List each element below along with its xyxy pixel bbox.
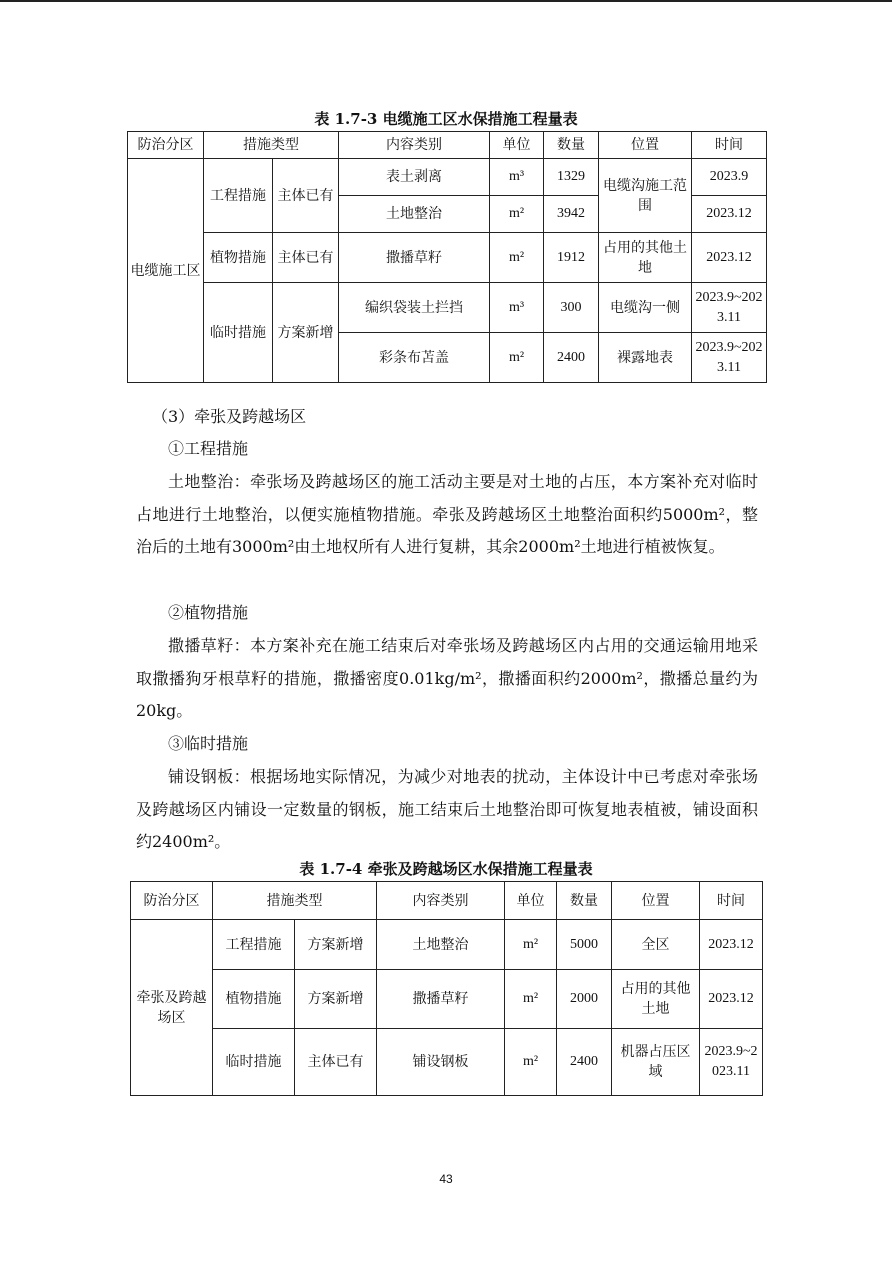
measure-type-cell: 植物措施 xyxy=(213,970,295,1029)
table-row xyxy=(131,1029,763,1096)
table-row xyxy=(131,970,763,1029)
content-cell: 土地整治 xyxy=(339,196,490,233)
time-cell: 2023.9 xyxy=(692,159,767,196)
unit-cell: m² xyxy=(505,970,557,1029)
measure-source-cell: 方案新增 xyxy=(273,283,339,383)
measure-type-cell: 工程措施 xyxy=(213,920,295,970)
paragraph-grass-seeding: 撒播草籽：本方案补充在施工结束后对牵张场及跨越场区内占用的交通运输用地采取撒播狗牙根草籽的措施，撒播密度0.01kg/m²，撒播面积约2000m²，撒播总量约为20kg。 xyxy=(136,636,758,720)
paragraph-land-rehab: 土地整治：牵张场及跨越场区的施工活动主要是对土地的占压，本方案补充对临时占地进行土地整治，以便实施植物措施。牵张及跨越场区土地整治面积约5000m²，整治后的土地有3000m²由土地权所有人进行复耕，其余2000m²土地进行植被恢复。 xyxy=(136,472,758,556)
table-row xyxy=(128,159,767,196)
subheading-temporary: ③临时措施 xyxy=(168,734,249,753)
qty-cell: 2400 xyxy=(544,333,599,383)
table-header-cell: 措施类型 xyxy=(204,132,339,159)
table-header-cell: 数量 xyxy=(557,882,612,920)
measure-source-cell: 主体已有 xyxy=(295,1029,377,1096)
table-header-cell: 单位 xyxy=(505,882,557,920)
page-top-border xyxy=(0,0,892,2)
table-header-cell: 防治分区 xyxy=(131,882,213,920)
location-cell: 全区 xyxy=(612,920,700,970)
content-cell: 编织袋装土拦挡 xyxy=(339,283,490,333)
measure-source-cell: 主体已有 xyxy=(273,159,339,233)
location-cell: 电缆沟施工范围 xyxy=(599,159,692,233)
time-cell: 2023.9~2023.11 xyxy=(692,333,767,383)
content-cell: 撒播草籽 xyxy=(377,970,505,1029)
table-row xyxy=(131,920,763,970)
time-cell: 2023.9~2023.11 xyxy=(700,1029,763,1096)
content-cell: 土地整治 xyxy=(377,920,505,970)
qty-cell: 5000 xyxy=(557,920,612,970)
table-header-cell: 位置 xyxy=(599,132,692,159)
unit-cell: m² xyxy=(490,233,544,283)
qty-cell: 2400 xyxy=(557,1029,612,1096)
time-cell: 2023.12 xyxy=(692,196,767,233)
zone-cell: 电缆施工区 xyxy=(128,159,204,383)
unit-cell: m³ xyxy=(490,159,544,196)
location-cell: 电缆沟一侧 xyxy=(599,283,692,333)
table2-header-row xyxy=(131,882,763,920)
table-row xyxy=(128,233,767,283)
table-header-cell: 防治分区 xyxy=(128,132,204,159)
measure-source-cell: 方案新增 xyxy=(295,920,377,970)
time-cell: 2023.12 xyxy=(692,233,767,283)
table2 xyxy=(130,881,763,1096)
unit-cell: m² xyxy=(505,920,557,970)
measure-type-cell: 植物措施 xyxy=(204,233,273,283)
zone-cell: 牵张及跨越场区 xyxy=(131,920,213,1096)
unit-cell: m² xyxy=(490,196,544,233)
qty-cell: 1329 xyxy=(544,159,599,196)
subheading-engineering: ①工程措施 xyxy=(168,439,249,458)
table1 xyxy=(127,131,767,383)
table-header-cell: 单位 xyxy=(490,132,544,159)
page-number: 43 xyxy=(439,1172,453,1186)
measure-source-cell: 主体已有 xyxy=(273,233,339,283)
table-header-cell: 内容类别 xyxy=(339,132,490,159)
table-header-cell: 时间 xyxy=(700,882,763,920)
qty-cell: 3942 xyxy=(544,196,599,233)
measure-type-cell: 临时措施 xyxy=(204,283,273,383)
content-cell: 彩条布苫盖 xyxy=(339,333,490,383)
table-header-cell: 措施类型 xyxy=(213,882,377,920)
location-cell: 机器占压区域 xyxy=(612,1029,700,1096)
section-heading: （3）牵张及跨越场区 xyxy=(152,407,307,426)
location-cell: 裸露地表 xyxy=(599,333,692,383)
table-row xyxy=(128,283,767,333)
location-cell: 占用的其他土地 xyxy=(612,970,700,1029)
unit-cell: m³ xyxy=(490,283,544,333)
content-cell: 表土剥离 xyxy=(339,159,490,196)
subheading-planting: ②植物措施 xyxy=(168,603,249,622)
table1-caption: 表 1.7-3 电缆施工区水保措施工程量表 xyxy=(314,110,578,128)
table-header-cell: 位置 xyxy=(612,882,700,920)
paragraph-steel-plates: 铺设钢板：根据场地实际情况，为减少对地表的扰动，主体设计中已考虑对牵张场及跨越场区内铺设一定数量的钢板，施工结束后土地整治即可恢复地表植被，铺设面积约2400m²。 xyxy=(136,767,758,851)
table1-header-row xyxy=(128,132,767,159)
unit-cell: m² xyxy=(490,333,544,383)
table2-caption: 表 1.7-4 牵张及跨越场区水保措施工程量表 xyxy=(299,860,593,878)
time-cell: 2023.12 xyxy=(700,970,763,1029)
unit-cell: m² xyxy=(505,1029,557,1096)
qty-cell: 2000 xyxy=(557,970,612,1029)
qty-cell: 1912 xyxy=(544,233,599,283)
table-header-cell: 数量 xyxy=(544,132,599,159)
table-header-cell: 内容类别 xyxy=(377,882,505,920)
time-cell: 2023.9~2023.11 xyxy=(692,283,767,333)
time-cell: 2023.12 xyxy=(700,920,763,970)
location-cell: 占用的其他土地 xyxy=(599,233,692,283)
qty-cell: 300 xyxy=(544,283,599,333)
content-cell: 铺设钢板 xyxy=(377,1029,505,1096)
measure-source-cell: 方案新增 xyxy=(295,970,377,1029)
table-header-cell: 时间 xyxy=(692,132,767,159)
measure-type-cell: 工程措施 xyxy=(204,159,273,233)
content-cell: 撒播草籽 xyxy=(339,233,490,283)
measure-type-cell: 临时措施 xyxy=(213,1029,295,1096)
